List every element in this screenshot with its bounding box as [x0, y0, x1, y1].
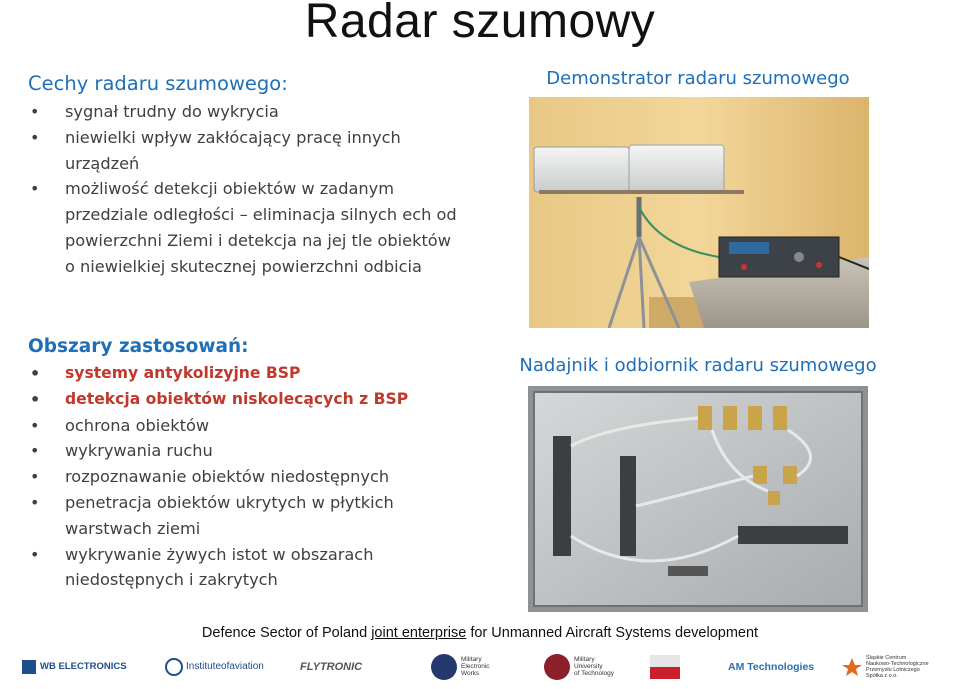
- list-item: • niewielki wpływ zakłócający pracę innych urządzeń: [28, 125, 458, 177]
- list-item: • ochrona obiektów: [28, 413, 458, 439]
- features-list: [28, 99, 458, 280]
- institute-of-aviation-logo: Institute of aviation: [165, 644, 265, 689]
- flytronic-logo: FLYTRONIC: [300, 660, 363, 673]
- military-electronic-works-logo: Military Electronic Works: [430, 644, 500, 689]
- wb-mark-icon: [22, 660, 36, 674]
- features-heading: Cechy radaru szumowego:: [28, 72, 288, 95]
- applications-heading: Obszary zastosowań:: [28, 336, 249, 357]
- footer-text: [0, 625, 960, 641]
- crest-icon: [543, 653, 571, 681]
- transceiver-caption: Nadajnik i odbiornik radaru szumowego: [519, 355, 877, 376]
- star-icon: [842, 657, 862, 677]
- list-item: • sygnał trudny do wykrycia: [28, 99, 458, 125]
- footer-underlined: joint enterprise: [371, 625, 467, 641]
- footer-suffix: for Unmanned Aircraft Systems development: [466, 625, 759, 641]
- partner-logos: [0, 644, 960, 689]
- list-item: • wykrywanie żywych istot w obszarach niedostępnych i zakrytych: [28, 542, 458, 594]
- demonstrator-caption: Demonstrator radaru szumowego: [546, 68, 850, 89]
- list-item: • rozpoznawanie obiektów niedostępnych: [28, 464, 458, 490]
- list-item: • możliwość detekcji obiektów w zadanym przedziale odległości – eliminacja silnych ech od powierzchni Ziemi i detekcja na jej tle obiektów o niewielkiej skutecznej powierzchni odbicia: [28, 176, 458, 279]
- wb-electronics-logo: WB ELECTRONICS: [22, 644, 132, 689]
- features-section: [28, 72, 458, 280]
- footer-prefix: Defence Sector of Poland: [201, 625, 372, 641]
- list-item: • penetracja obiektów ukrytych w płytkich warstwach ziemi: [28, 490, 458, 542]
- am-technologies-logo: AM Technologies: [728, 660, 815, 673]
- flag-icon: [650, 655, 680, 679]
- list-item: • wykrywania ruchu: [28, 438, 458, 464]
- aviation-mark-icon: [165, 658, 183, 676]
- applications-section: [28, 336, 458, 593]
- demonstrator-photo: [529, 97, 869, 328]
- page-title: Radar szumowy: [304, 0, 656, 48]
- flag-emblem-logo: [650, 644, 685, 689]
- emblem-icon: [430, 653, 458, 681]
- list-item: • systemy antykolizyjne BSP: [28, 361, 458, 387]
- applications-list: [28, 361, 458, 593]
- military-university-logo: Military University of Technology: [543, 644, 623, 689]
- transceiver-photo: [528, 386, 868, 612]
- list-item: • detekcja obiektów niskolecących z BSP: [28, 387, 458, 413]
- silesian-center-logo: Śląskie Centrum Naukowo-Technologiczne Przemysłu Lotniczego Spółka z o.o.: [842, 644, 952, 689]
